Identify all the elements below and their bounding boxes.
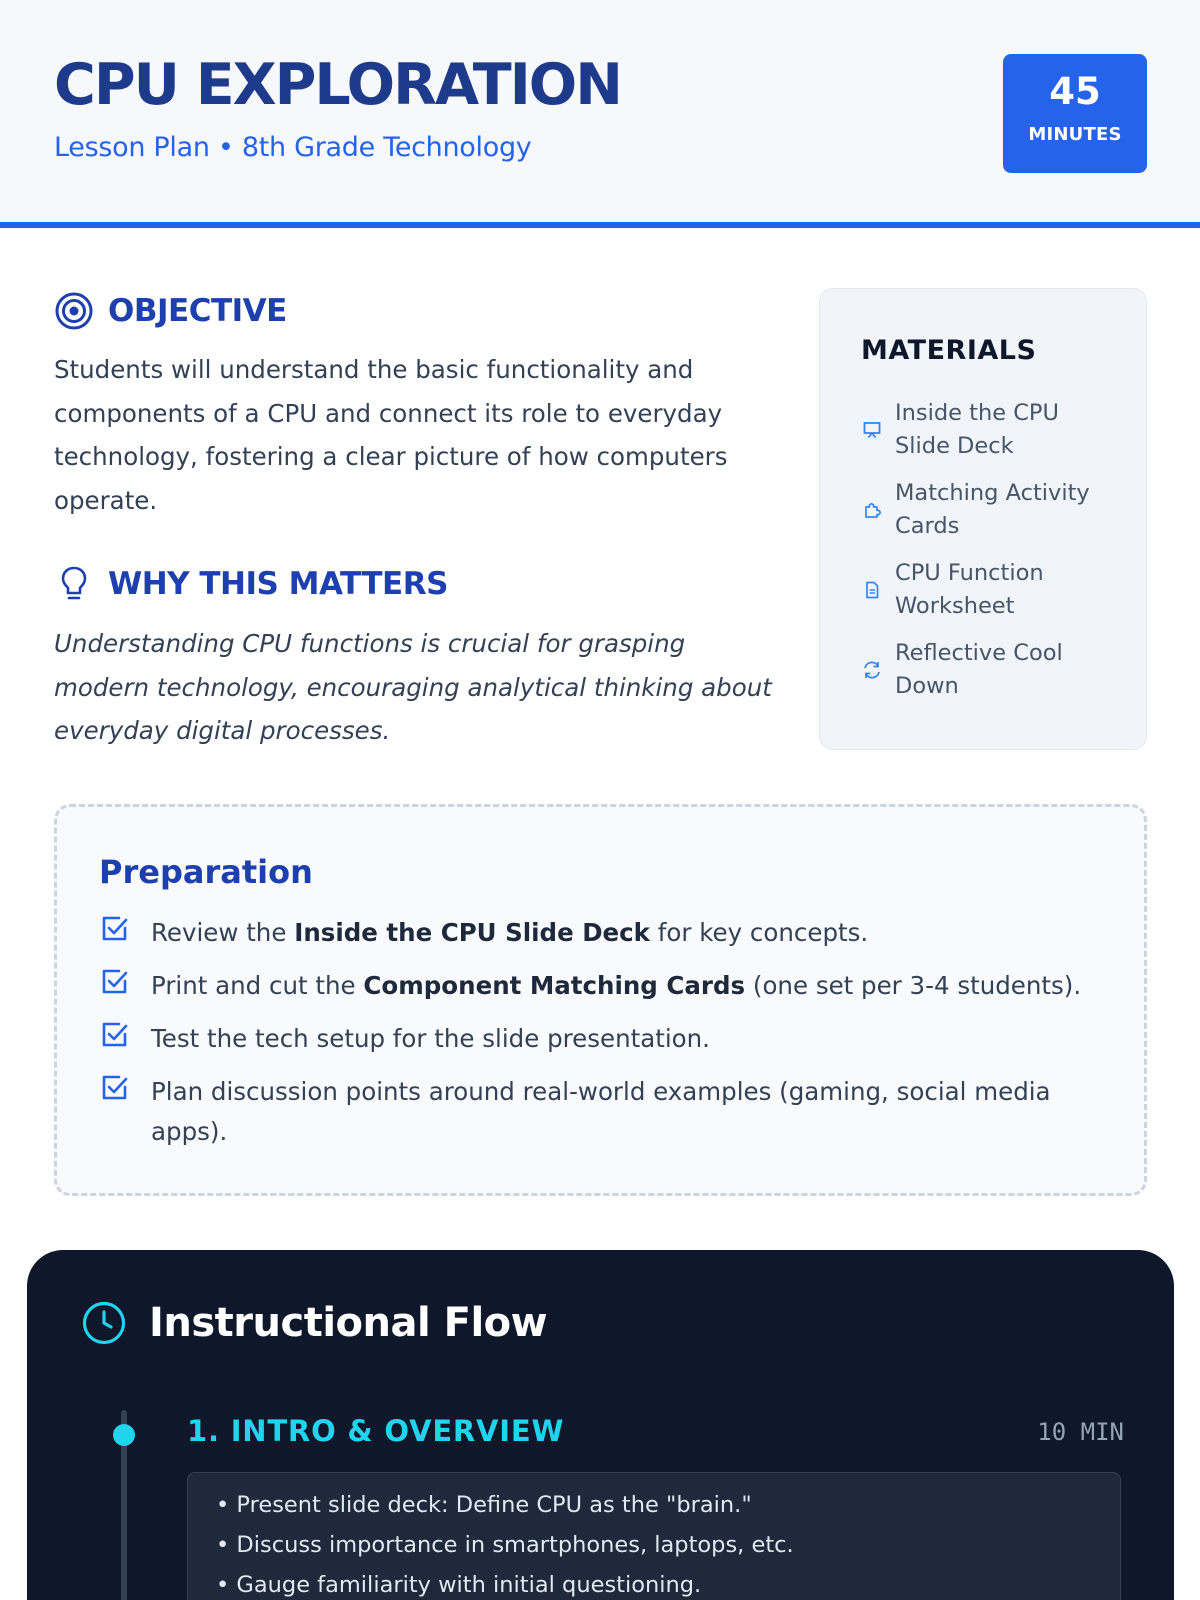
materials-title: MATERIALS bbox=[861, 335, 1037, 366]
checkbox-checked-icon bbox=[99, 966, 131, 998]
timeline-dot bbox=[113, 1424, 135, 1446]
step-duration: 10 MIN bbox=[1037, 1418, 1124, 1446]
materials-item-label: CPU Function Worksheet bbox=[895, 560, 1044, 619]
objective-heading bbox=[54, 291, 287, 331]
objective-text: Students will understand the basic functionality and components of a CPU and connect its role to everyday technology, fostering a clear picture of how computers operate. bbox=[54, 355, 728, 515]
preparation-item-text: Review the Inside the CPU Slide Deck for key concepts. bbox=[151, 918, 869, 947]
preparation-item bbox=[99, 913, 1101, 953]
why-heading bbox=[54, 564, 448, 604]
preparation-title: Preparation bbox=[99, 853, 313, 891]
duration-value: 45 bbox=[1049, 70, 1101, 113]
clock-icon bbox=[81, 1300, 127, 1346]
step-content bbox=[187, 1472, 1121, 1600]
materials-item bbox=[861, 557, 1115, 623]
preparation-item bbox=[99, 1072, 1101, 1152]
materials-item-label: Reflective Cool Down bbox=[895, 640, 1063, 699]
materials-item-label: Inside the CPU Slide Deck bbox=[895, 400, 1059, 459]
preparation-item-text: Print and cut the Component Matching Cards (one set per 3-4 students). bbox=[151, 971, 1082, 1000]
instructional-flow-panel bbox=[27, 1250, 1174, 1600]
target-icon bbox=[54, 291, 94, 331]
materials-item bbox=[861, 477, 1115, 543]
why-title: WHY THIS MATTERS bbox=[108, 566, 448, 602]
materials-item bbox=[861, 637, 1115, 703]
flow-title: Instructional Flow bbox=[149, 1300, 548, 1346]
duration-badge bbox=[1003, 54, 1147, 173]
page-title: CPU EXPLORATION bbox=[54, 52, 621, 118]
step-item: • Discuss importance in smartphones, laptops, etc. bbox=[216, 1532, 794, 1558]
preparation-item bbox=[99, 966, 1101, 1006]
lightbulb-icon bbox=[54, 564, 94, 604]
document-icon bbox=[861, 579, 883, 601]
materials-item-label: Matching Activity Cards bbox=[895, 480, 1090, 539]
step-title: 1. INTRO & OVERVIEW bbox=[187, 1414, 565, 1448]
page-subtitle: Lesson Plan • 8th Grade Technology bbox=[54, 132, 532, 163]
checkbox-checked-icon bbox=[99, 1019, 131, 1051]
checkbox-checked-icon bbox=[99, 913, 131, 945]
refresh-icon bbox=[861, 659, 883, 681]
flow-heading bbox=[81, 1300, 547, 1346]
why-text: Understanding CPU functions is crucial for grasping modern technology, encouraging analytical thinking about everyday digital processes. bbox=[54, 629, 772, 745]
preparation-item-text: Plan discussion points around real-world examples (gaming, social media apps). bbox=[151, 1077, 1051, 1146]
preparation-item-text: Test the tech setup for the slide presentation. bbox=[151, 1024, 710, 1053]
checkbox-checked-icon bbox=[99, 1072, 131, 1104]
preparation-item bbox=[99, 1019, 1101, 1059]
step-item: • Gauge familiarity with initial questioning. bbox=[216, 1572, 702, 1598]
presentation-icon bbox=[861, 419, 883, 441]
preparation-panel bbox=[54, 804, 1147, 1196]
objective-title: OBJECTIVE bbox=[108, 293, 287, 329]
materials-panel bbox=[819, 288, 1147, 750]
puzzle-icon bbox=[861, 499, 883, 521]
duration-unit: MINUTES bbox=[1028, 124, 1122, 145]
step-item: • Present slide deck: Define CPU as the "brain." bbox=[216, 1492, 752, 1518]
lesson-header bbox=[0, 0, 1200, 228]
materials-item bbox=[861, 397, 1115, 463]
